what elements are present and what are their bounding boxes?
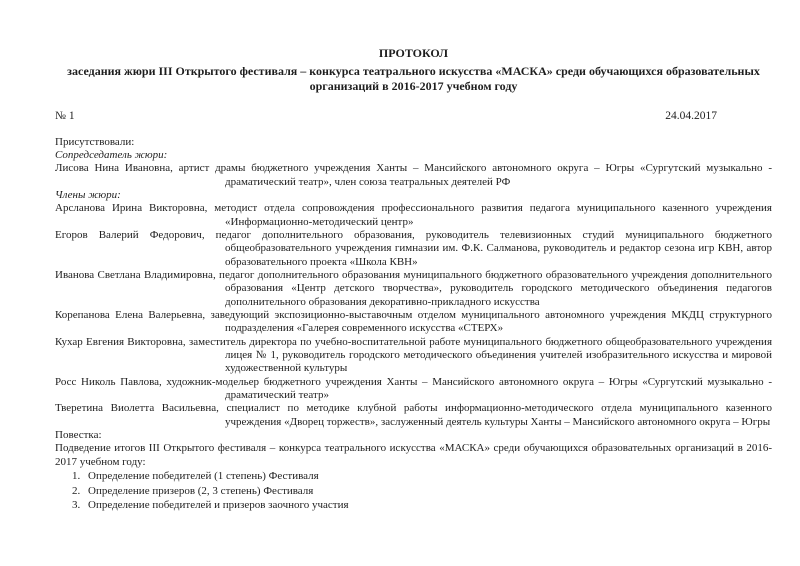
jury-member-paragraph: Арсланова Ирина Викторовна, методист отдела сопровождения профессионального развития педагога муниципального казенного учреждения «Информационно-методический центр»: [55, 202, 772, 228]
agenda-item-number: 2.: [72, 484, 81, 497]
jury-member-paragraph: Тверетина Виолетта Васильевна, специалист по методике клубной работы информационно-методического отдела муниципального казенного учреждения «Дворец торжеств», заслуженный деятель культуры Ханты – Мансийского автономного округа – Югры: [55, 402, 772, 428]
number-date-row: [55, 109, 772, 123]
jury-member-paragraph: Росс Николь Павлова, художник-модельер бюджетного учреждения Ханты – Мансийского автономного округа – Югры «Сургутский музыкально - драматический театр»: [55, 375, 772, 402]
attendees-heading: Присутствовали:: [55, 135, 135, 148]
protocol-title: ПРОТОКОЛ: [378, 46, 449, 60]
agenda-item-text: Определение победителей (1 степень) Фестиваля: [88, 470, 319, 483]
agenda-heading: Повестка:: [55, 429, 102, 442]
jury-member-paragraph: Корепанова Елена Валерьевна, заведующий экспозиционно-выставочным отделом муниципального автономного учреждения МКДЦ структурного подразделения «Галерея современного искусства «СТЕРХ»: [55, 308, 772, 335]
jury-member-paragraph: Кухар Евгения Викторовна, заместитель директора по учебно-воспитательной работе муниципального бюджетного общеобразовательного учреждения лицея № 1, руководитель городского методического объединения учителей изобразительного искусства и мировой художественной культуры: [55, 335, 772, 375]
cochair-paragraph: Лисова Нина Ивановна, артист драмы бюджетного учреждения Ханты – Мансийского автономного округа – Югры «Сургутский музыкально - драматический театр», член союза театральных деятелей РФ: [55, 162, 772, 188]
cochair-label: Сопредседатель жюри:: [55, 148, 168, 161]
agenda-intro: Подведение итогов III Открытого фестиваля – конкурса театрального искусства «МАСКА» среди обучающихся образовательных организаций в 2016-2017 учебном году:: [55, 442, 772, 468]
agenda-item: [55, 470, 772, 483]
agenda-item-text: Определение призеров (2, 3 степень) Фестиваля: [88, 484, 314, 497]
agenda-list: [55, 470, 772, 512]
agenda-item-number: 1.: [72, 470, 81, 483]
agenda-item: [55, 485, 772, 498]
agenda-item-number: 3.: [72, 499, 81, 512]
agenda-item-text: Определение победителей и призеров заочного участия: [88, 499, 349, 512]
jury-member-paragraph: Егоров Валерий Федорович, педагог дополнительного образования, руководитель телевизионных студий муниципального бюджетного общеобразовательного учреждения гимназии им. Ф.К. Салманова, руководитель и редактор сезона игр КВН, автор образовательного проекта «Школа КВН»: [55, 228, 772, 268]
jury-member-paragraph: Иванова Светлана Владимировна, педагог дополнительного образования муниципального бюджетного образовательного учреждения дополнительного образования «Центр детского творчества», руководитель городского методического объединения педагогов дополнительного образования декоративно-прикладного искусства: [55, 268, 772, 308]
protocol-number: № 1: [55, 109, 75, 122]
protocol-subtitle: заседания жюри III Открытого фестиваля – конкурса театрального искусства «МАСКА» среди обучающихся образовательных организаций в 2016-2017 учебном году: [67, 63, 760, 93]
document-heading: [55, 46, 772, 95]
document-body: [55, 136, 772, 513]
agenda-item: [55, 499, 772, 512]
members-label: Члены жюри:: [55, 188, 121, 201]
protocol-date: 24.04.2017: [665, 109, 717, 122]
